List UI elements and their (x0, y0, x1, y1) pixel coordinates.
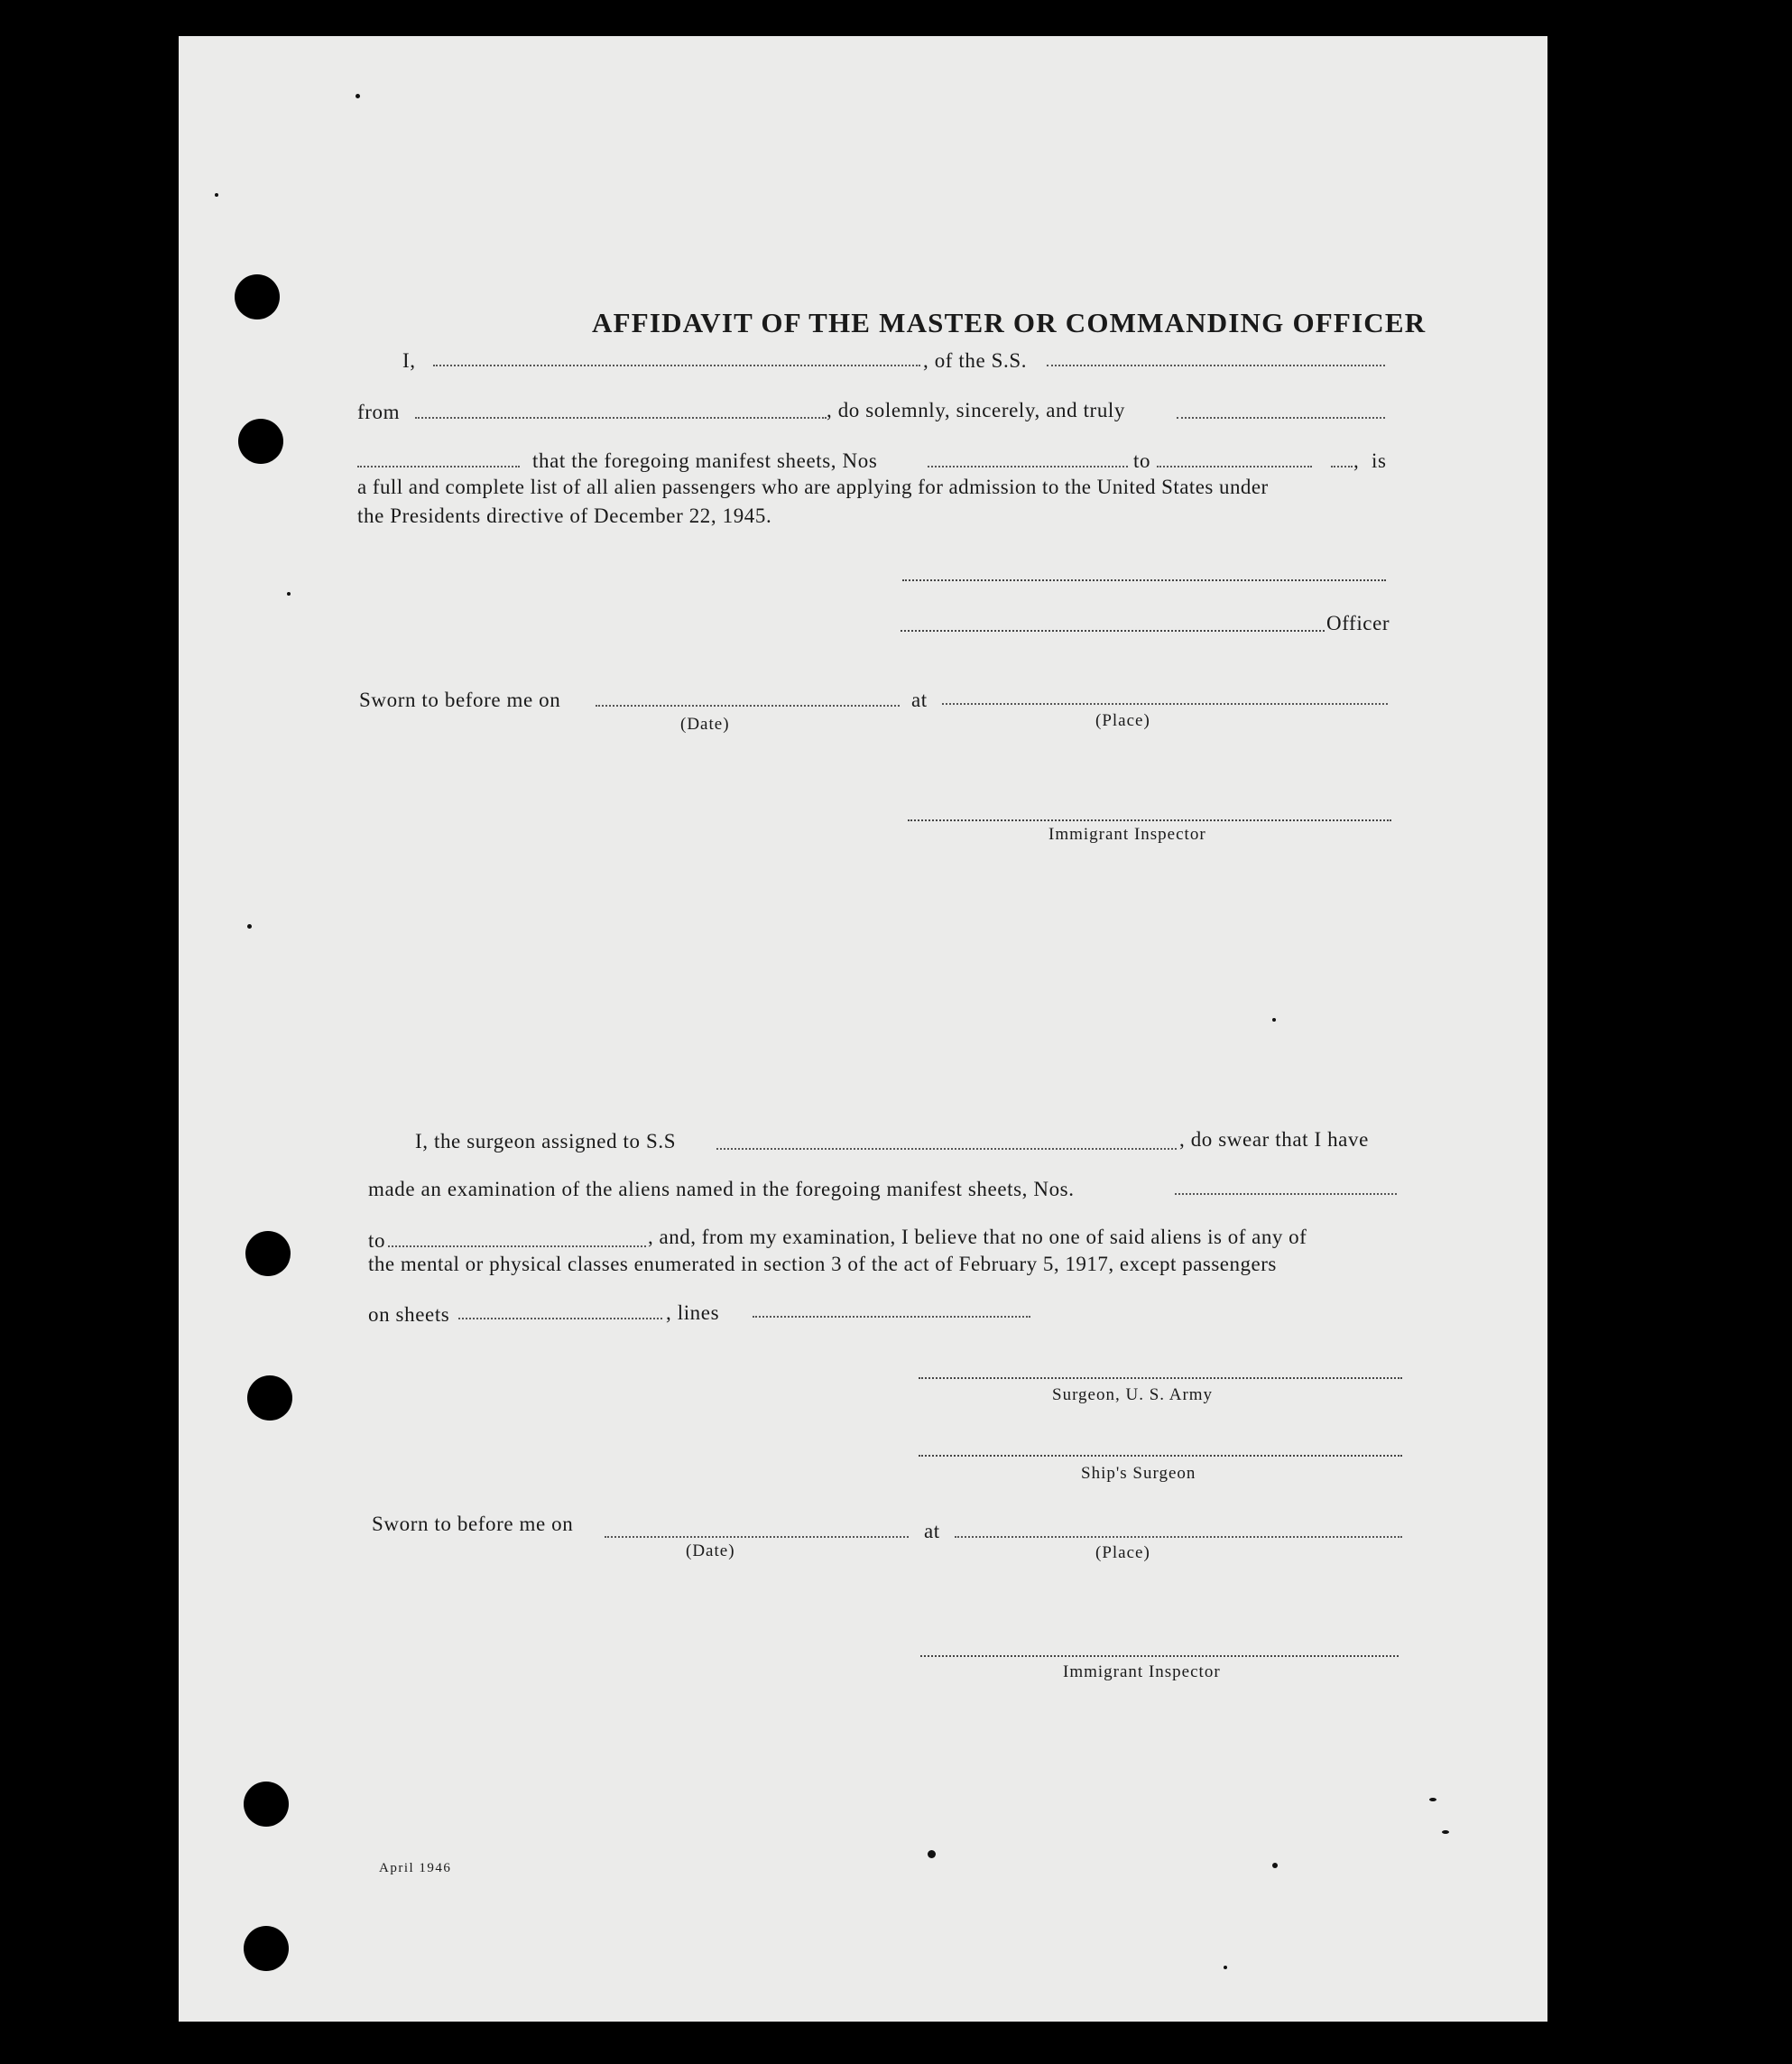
statement-line-2: the Presidents directive of December 22, 1945. (357, 504, 772, 527)
speck (215, 193, 218, 197)
statement-line-1: a full and complete list of all alien passengers who are applying for admission to the United States under (357, 476, 1269, 498)
master-at-label: at (911, 689, 928, 711)
speck (928, 1850, 936, 1858)
oath-continuation-field[interactable] (357, 466, 520, 467)
document-page (179, 36, 1547, 2022)
from-label: from (357, 401, 401, 423)
surgeon-date-caption: (Date) (686, 1541, 735, 1560)
ship-surgeon-signature-line[interactable] (919, 1455, 1402, 1457)
manifest-label: that the foregoing manifest sheets, Nos (532, 449, 878, 472)
speck (247, 924, 252, 929)
surgeon-inspector-caption: Immigrant Inspector (1063, 1662, 1221, 1681)
master-sworn-place-field[interactable] (942, 703, 1388, 705)
master-date-caption: (Date) (680, 715, 730, 734)
page-title: AFFIDAVIT OF THE MASTER OR COMMANDING OFFICER (592, 307, 1427, 338)
surgeon-sheet-to-field[interactable] (388, 1245, 646, 1247)
speck (1429, 1798, 1436, 1801)
master-inspector-caption: Immigrant Inspector (1048, 825, 1206, 844)
sheet-to-label: to (1133, 449, 1151, 472)
master-sworn-label: Sworn to before me on (359, 689, 561, 711)
officer-label: Officer (1326, 612, 1390, 634)
punch-hole (247, 1375, 292, 1421)
punch-hole (238, 419, 283, 464)
punch-hole (235, 274, 280, 319)
speck (356, 94, 360, 98)
lines-label: , lines (666, 1301, 720, 1324)
surgeon-place-caption: (Place) (1095, 1543, 1150, 1562)
punch-hole (244, 1782, 289, 1827)
officer-signature-line-1[interactable] (902, 579, 1386, 581)
oath-word-field[interactable] (1177, 417, 1385, 419)
punch-hole (244, 1926, 289, 1971)
ship-surgeon-caption: Ship's Surgeon (1081, 1464, 1196, 1483)
speck (1272, 1863, 1278, 1868)
army-surgeon-signature-line[interactable] (919, 1377, 1402, 1379)
lines-field[interactable] (753, 1316, 1030, 1318)
form-date: April 1946 (379, 1861, 452, 1875)
surgeon-sheet-from-field[interactable] (1175, 1193, 1397, 1195)
speck (1442, 1830, 1449, 1834)
surgeon-sworn-date-field[interactable] (605, 1536, 909, 1538)
surgeon-ship-field[interactable] (716, 1148, 1177, 1150)
of-ss-label: , of the S.S. (923, 349, 1028, 372)
master-sworn-date-field[interactable] (596, 705, 900, 707)
surgeon-to-label: to (368, 1229, 386, 1252)
surgeon-line-1-start: I, the surgeon assigned to S.S (415, 1130, 677, 1152)
speck (287, 592, 291, 596)
officer-signature-line-2[interactable] (901, 630, 1325, 632)
sheet-to-extra-field[interactable] (1331, 466, 1353, 467)
surgeon-line-4: the mental or physical classes enumerated in section 3 of the act of February 5, 1917, except passengers (368, 1253, 1277, 1275)
master-inspector-signature-line[interactable] (908, 819, 1391, 821)
speck (1224, 1966, 1227, 1969)
sheet-from-field[interactable] (928, 466, 1128, 467)
surgeon-at-label: at (924, 1520, 940, 1542)
master-place-caption: (Place) (1095, 711, 1150, 730)
sheet-to-field[interactable] (1157, 466, 1312, 467)
solemnly-label: , do solemnly, sincerely, and truly (827, 399, 1126, 421)
speck (1272, 1018, 1276, 1022)
army-surgeon-caption: Surgeon, U. S. Army (1052, 1385, 1214, 1404)
surgeon-line-3: , and, from my examination, I believe that no one of said aliens is of any of (648, 1226, 1307, 1248)
on-sheets-label: on sheets (368, 1303, 450, 1326)
master-i-label: I, (402, 349, 416, 372)
from-port-field[interactable] (415, 417, 827, 419)
surgeon-sworn-label: Sworn to before me on (372, 1513, 574, 1535)
surgeon-sworn-place-field[interactable] (955, 1536, 1402, 1538)
surgeon-line-1-end: , do swear that I have (1179, 1128, 1369, 1151)
surgeon-line-2: made an examination of the aliens named in the foregoing manifest sheets, Nos. (368, 1178, 1075, 1200)
surgeon-inspector-signature-line[interactable] (920, 1655, 1399, 1657)
master-name-field[interactable] (433, 365, 920, 366)
on-sheets-field[interactable] (458, 1318, 662, 1319)
punch-hole (245, 1231, 291, 1276)
is-label: is (1372, 449, 1387, 472)
ship-name-field[interactable] (1047, 365, 1385, 366)
comma: , (1353, 449, 1360, 472)
